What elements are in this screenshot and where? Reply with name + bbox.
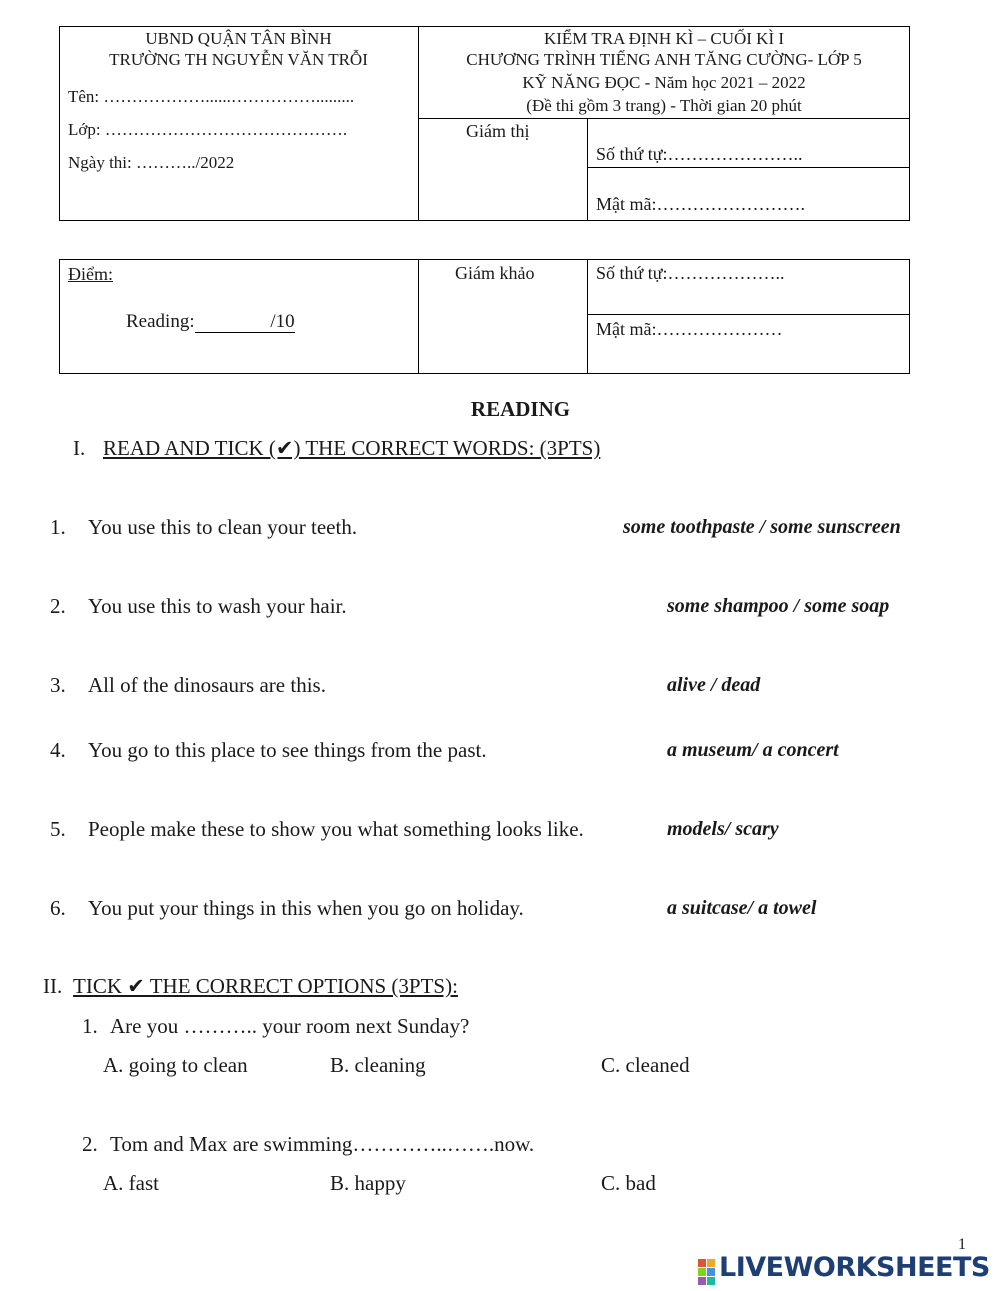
item-options[interactable]: models/ scary (667, 818, 779, 840)
item-options[interactable]: alive / dead (667, 674, 761, 696)
serial-number-field-2[interactable]: Số thứ tự:……………….. (596, 263, 785, 283)
part2-number: II. (43, 974, 63, 998)
item-number: 1. (50, 515, 66, 539)
item-number: 6. (50, 896, 66, 920)
question-text: Are you ……….. your room next Sunday? (110, 1014, 470, 1038)
class-field[interactable]: Lớp: ……………………………………. (68, 120, 348, 139)
secret-code-field-2[interactable]: Mật mã:………………… (596, 319, 783, 339)
item-text: You put your things in this when you go on holiday. (88, 896, 524, 920)
item-text: You use this to wash your hair. (88, 594, 347, 618)
item-number: 5. (50, 817, 66, 841)
option-b[interactable]: B. happy (330, 1171, 406, 1195)
option-c[interactable]: C. bad (601, 1171, 656, 1195)
option-a[interactable]: A. fast (103, 1171, 159, 1195)
liveworksheets-logo[interactable] (698, 1252, 990, 1285)
section-title: READING (470, 397, 571, 421)
exam-info: (Đề thi gồm 3 trang) - Thời gian 20 phút (526, 96, 802, 115)
logo-blocks-icon (698, 1259, 715, 1285)
skill-year: KỸ NĂNG ĐỌC - Năm học 2021 – 2022 (522, 73, 806, 92)
item-options[interactable]: some shampoo / some soap (667, 595, 890, 617)
exam-title: KIỂM TRA ĐỊNH KÌ – CUỐI KÌ I (543, 29, 785, 48)
exam-date-field[interactable]: Ngày thi: ………../2022 (68, 153, 235, 172)
option-a[interactable]: A. going to clean (103, 1053, 248, 1077)
option-b[interactable]: B. cleaning (330, 1053, 426, 1077)
score-label: Điểm: (68, 264, 113, 284)
item-number: 4. (50, 738, 66, 762)
question-number: 1. (82, 1014, 98, 1038)
item-options[interactable]: a museum/ a concert (667, 739, 839, 761)
part2-title: TICK ✔ THE CORRECT OPTIONS (3PTS): (73, 974, 458, 998)
invigilator-label: Giám thị (466, 121, 530, 141)
item-text: All of the dinosaurs are this. (88, 673, 326, 697)
examiner-label: Giám khảo (455, 263, 535, 283)
reading-label: Reading: (126, 311, 195, 332)
item-text: People make these to show you what something looks like. (88, 817, 584, 841)
question-text: Tom and Max are swimming…………..…….now. (110, 1132, 535, 1156)
student-name-field[interactable]: Tên: ………………......……………......... (68, 87, 355, 106)
logo-text: LIVEWORKSHEETS (719, 1252, 990, 1283)
item-options[interactable]: a suitcase/ a towel (667, 897, 817, 919)
district-name: UBND QUẬN TÂN BÌNH (145, 29, 332, 48)
part1-title: READ AND TICK (✔) THE CORRECT WORDS: (3PTS) (103, 436, 601, 460)
option-c[interactable]: C. cleaned (601, 1053, 690, 1077)
secret-code-field[interactable]: Mật mã:……………………. (596, 194, 805, 214)
serial-number-field[interactable]: Số thứ tự:………………….. (596, 144, 803, 164)
reading-score[interactable] (126, 311, 295, 333)
question-number: 2. (82, 1132, 98, 1156)
program-title: CHƯƠNG TRÌNH TIẾNG ANH TĂNG CƯỜNG- LỚP 5 (466, 50, 862, 69)
item-text: You go to this place to see things from the past. (88, 738, 487, 762)
school-name: TRƯỜNG TH NGUYỄN VĂN TRỖI (109, 50, 368, 69)
part1-number: I. (73, 436, 86, 460)
item-number: 2. (50, 594, 66, 618)
page-number: 1 (958, 1236, 966, 1253)
item-text: You use this to clean your teeth. (88, 515, 358, 539)
item-number: 3. (50, 673, 66, 697)
reading-score-blank[interactable]: /10 (195, 312, 295, 333)
item-options[interactable]: some toothpaste / some sunscreen (623, 516, 901, 538)
